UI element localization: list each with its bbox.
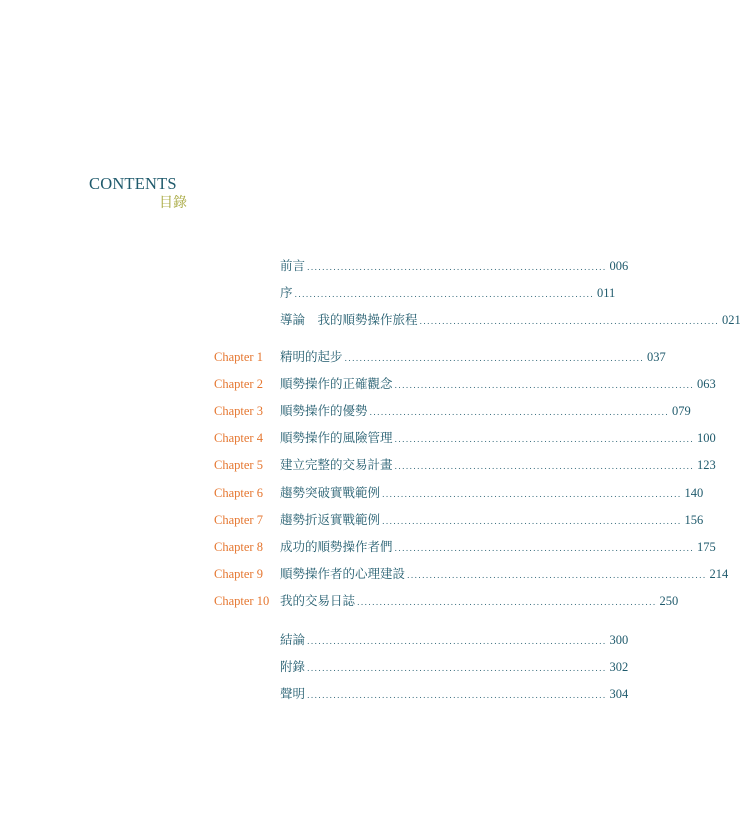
toc-entry-page: 304 <box>609 687 629 701</box>
toc-chapter-1[interactable] <box>0 348 666 366</box>
toc-entry-line <box>280 658 629 678</box>
toc-chapter-3[interactable] <box>0 402 691 420</box>
dot-leader: ................................................................................ <box>407 571 707 580</box>
toc-chapter-5[interactable] <box>0 456 716 474</box>
dot-leader: ................................................................................ <box>394 544 694 553</box>
toc-entry-page: 140 <box>684 486 704 500</box>
toc-chapter-9[interactable] <box>0 565 729 583</box>
toc-entry-line <box>280 456 716 476</box>
dot-leader: ................................................................................ <box>419 317 719 326</box>
dot-leader: ................................................................................ <box>394 381 694 390</box>
chapter-number: Chapter 1 <box>214 350 263 364</box>
chapter-number: Chapter 3 <box>214 404 263 418</box>
chapter-number: Chapter 2 <box>214 377 263 391</box>
toc-entry-page: 175 <box>696 540 716 554</box>
toc-entry-title: 順勢操作的風險管理 <box>280 430 393 445</box>
toc-entry-preface[interactable] <box>0 257 629 275</box>
contents-title-en: CONTENTS <box>89 174 177 193</box>
contents-title-zh: 目錄 <box>159 195 187 211</box>
chapter-number: Chapter 8 <box>214 540 263 554</box>
toc-entry-foreword[interactable] <box>0 284 616 302</box>
dot-leader: ................................................................................ <box>394 435 694 444</box>
toc-entry-line <box>280 592 679 612</box>
toc-entry-title: 順勢操作的優勢 <box>280 403 368 418</box>
toc-entry-line <box>280 402 691 422</box>
toc-entry-page: 123 <box>696 458 716 472</box>
dot-leader: ................................................................................ <box>307 263 607 272</box>
toc-entry-page: 300 <box>609 633 629 647</box>
dot-leader: ................................................................................ <box>382 517 682 526</box>
toc-entry-title: 趨勢折返實戰範例 <box>280 512 381 527</box>
dot-leader: ................................................................................ <box>382 490 682 499</box>
chapter-number: Chapter 6 <box>214 486 263 500</box>
toc-entry-line <box>280 257 629 277</box>
chapter-number: Chapter 4 <box>214 431 263 445</box>
toc-entry-line <box>280 375 716 395</box>
dot-leader: ................................................................................ <box>357 598 657 607</box>
toc-entry-conclusion[interactable] <box>0 631 629 649</box>
toc-entry-page: 006 <box>609 259 629 273</box>
toc-entry-line <box>280 631 629 651</box>
dot-leader: ................................................................................ <box>307 637 607 646</box>
toc-entry-page: 214 <box>709 567 729 581</box>
dot-leader: ................................................................................ <box>344 354 644 363</box>
toc-entry-page: 063 <box>696 377 716 391</box>
toc-chapter-2[interactable] <box>0 375 716 393</box>
toc-entry-title: 我的交易日誌 <box>280 593 356 608</box>
toc-entry-appendix[interactable] <box>0 658 629 676</box>
toc-entry-page: 079 <box>671 404 691 418</box>
toc-entry-title: 順勢操作者的心理建設 <box>280 566 406 581</box>
chapter-number: Chapter 9 <box>214 567 263 581</box>
toc-entry-title: 結論 <box>280 632 306 647</box>
toc-entry-page: 011 <box>596 286 616 300</box>
toc-entry-line <box>280 311 741 331</box>
toc-entry-statement[interactable] <box>0 685 629 703</box>
toc-entry-title: 精明的起步 <box>280 349 343 364</box>
toc-entry-page: 021 <box>721 313 741 327</box>
toc-entry-page: 037 <box>646 350 666 364</box>
chapter-number: Chapter 10 <box>214 594 270 608</box>
dot-leader: ................................................................................ <box>294 290 594 299</box>
toc-entry-page: 100 <box>696 431 716 445</box>
toc-entry-title: 建立完整的交易計畫 <box>280 457 393 472</box>
toc-entry-introduction[interactable] <box>0 311 741 329</box>
dot-leader: ................................................................................ <box>369 408 669 417</box>
toc-entry-page: 156 <box>684 513 704 527</box>
toc-chapter-4[interactable] <box>0 429 716 447</box>
dot-leader: ................................................................................ <box>394 462 694 471</box>
dot-leader: ................................................................................ <box>307 691 607 700</box>
toc-entry-page: 302 <box>609 660 629 674</box>
toc-entry-line <box>280 484 704 504</box>
toc-entry-line <box>280 538 716 558</box>
toc-entry-title: 前言 <box>280 258 306 273</box>
toc-chapter-8[interactable] <box>0 538 716 556</box>
toc-entry-line <box>280 511 704 531</box>
toc-chapter-7[interactable] <box>0 511 704 529</box>
toc-entry-title: 聲明 <box>280 686 306 701</box>
toc-chapter-10[interactable] <box>0 592 679 610</box>
chapter-number: Chapter 7 <box>214 513 263 527</box>
toc-entry-title: 順勢操作的正確觀念 <box>280 376 393 391</box>
toc-entry-title: 附錄 <box>280 659 306 674</box>
toc-entry-line <box>280 685 629 705</box>
toc-entry-page: 250 <box>659 594 679 608</box>
toc-chapter-6[interactable] <box>0 484 704 502</box>
toc-entry-line <box>280 565 729 585</box>
toc-entry-title: 導論 我的順勢操作旅程 <box>280 312 418 327</box>
toc-entry-title: 趨勢突破實戰範例 <box>280 485 381 500</box>
toc-entry-title: 序 <box>280 285 293 300</box>
toc-entry-title: 成功的順勢操作者們 <box>280 539 393 554</box>
toc-entry-line <box>280 429 716 449</box>
toc-entry-line <box>280 348 666 368</box>
toc-entry-line <box>280 284 616 304</box>
dot-leader: ................................................................................ <box>307 664 607 673</box>
chapter-number: Chapter 5 <box>214 458 263 472</box>
